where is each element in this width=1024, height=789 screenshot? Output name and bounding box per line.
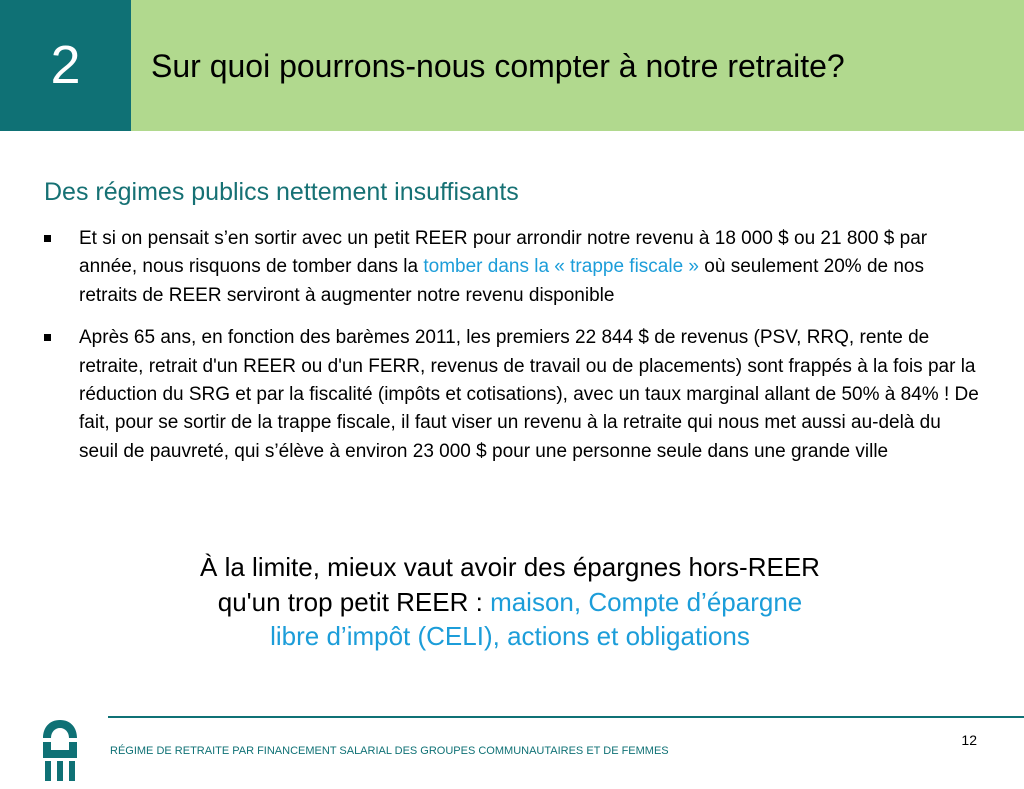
footer-divider	[108, 716, 1024, 718]
bullet-text: Après 65 ans, en fonction des barèmes 2011, les premiers 22 844 $ de revenus (PSV, RRQ, rente de retraite, retrait d'un REER ou d'un FERR, revenus de travail ou de placements) sont frappés à la fois par la réduction du SRG et par la fiscalité (impôts et cotisations), avec un taux marginal allant de 50% à 84% ! De fait, pour se sortir de la trappe fiscale, il faut viser un revenu à la retraite qui nous met aussi au-delà du seuil de pauvreté, qui s’élève à environ 23 000 $ pour une personne seule dans une grande ville	[79, 327, 979, 462]
callout-text: qu'un trop petit REER :	[217, 586, 491, 617]
bullet-text-end: où seulement 20% de nos retraits de REER serviront à augmenter notre revenu disponible	[79, 256, 925, 306]
footer-organization: RÉGIME DE RETRAITE PAR FINANCEMENT SALARIAL DES GROUPES COMMUNAUTAIRES ET DE FEMMES	[110, 745, 669, 757]
bullet-square-icon	[44, 235, 51, 242]
callout-conclusion	[60, 550, 960, 654]
callout-line	[60, 585, 960, 620]
section-number: 2	[0, 0, 131, 131]
slide-title: Sur quoi pourrons-nous compter à notre retraite?	[151, 48, 845, 84]
bullet-item	[44, 225, 979, 310]
bullet-item	[44, 324, 979, 466]
callout-line: À la limite, mieux vaut avoir des épargnes hors-REER	[200, 552, 820, 582]
page-number: 12	[961, 732, 977, 748]
callout-highlight: maison, Compte d’épargne	[490, 586, 803, 617]
section-subtitle: Des régimes publics nettement insuffisants	[44, 178, 519, 206]
bullet-highlight: tomber dans la « trappe fiscale »	[423, 256, 700, 278]
organization-logo-icon	[40, 718, 80, 784]
bullet-square-icon	[44, 334, 51, 341]
bullet-text: Et si on pensait s’en sortir avec un petit REER pour arrondir notre revenu à 18 000 $ ou 21 800 $ par année, nous risquons de tomber dans la	[79, 228, 928, 278]
bullet-list	[44, 225, 979, 480]
callout-highlight-line: libre d’impôt (CELI), actions et obligations	[270, 621, 750, 651]
header-banner	[0, 0, 1024, 131]
